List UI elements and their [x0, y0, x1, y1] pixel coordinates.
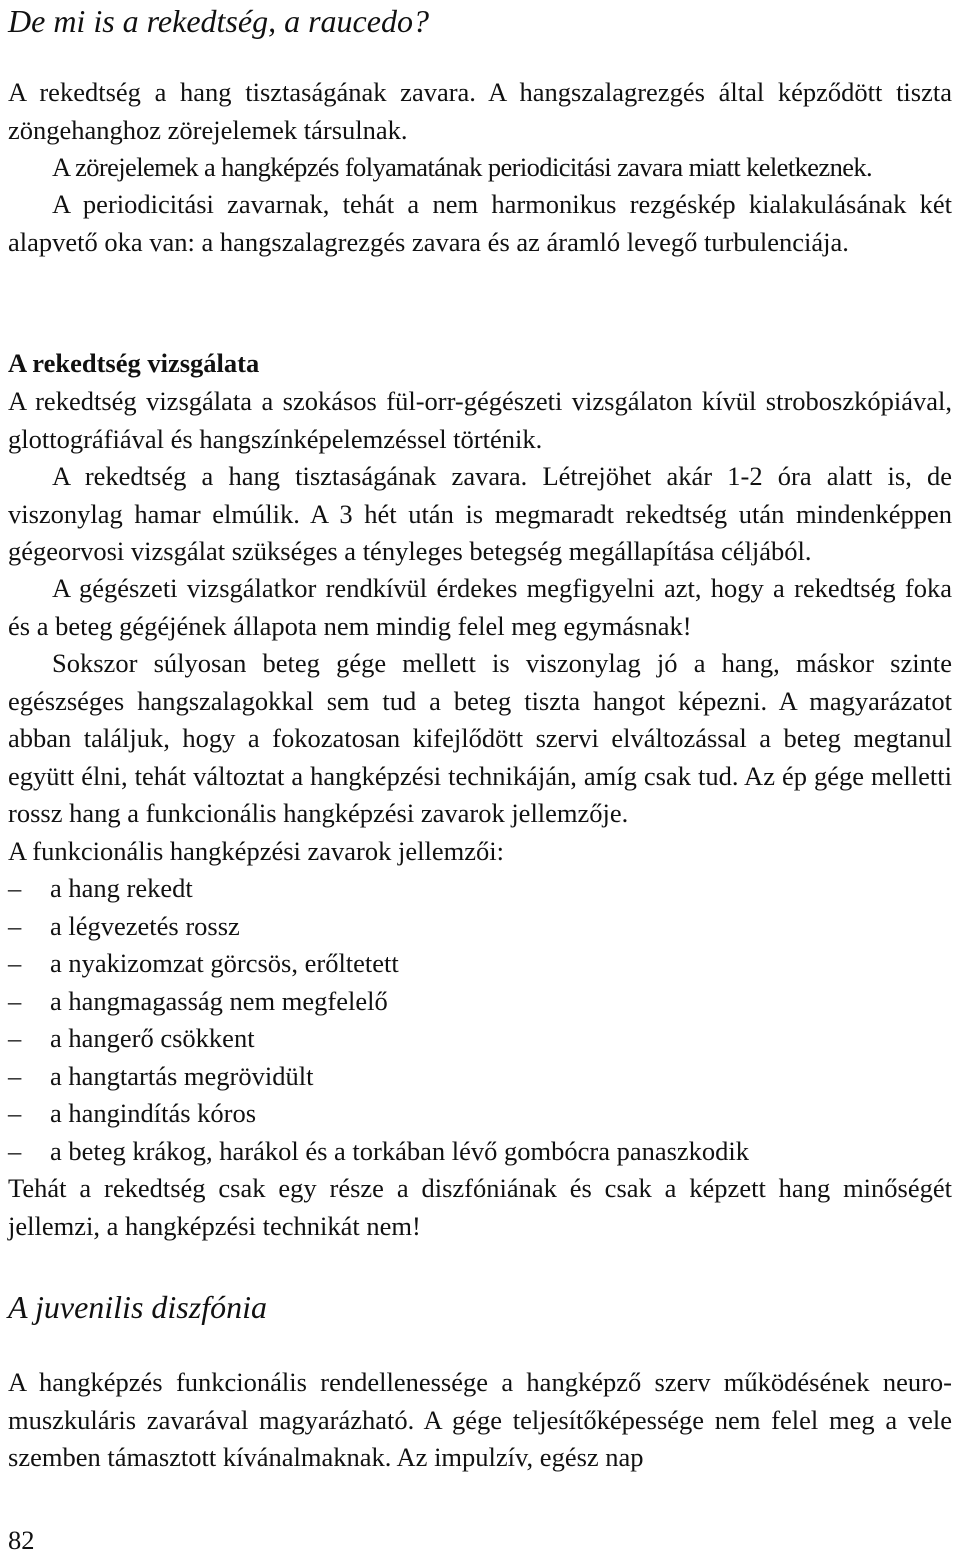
list-item: [8, 908, 952, 946]
list-dash: –: [8, 985, 22, 1016]
paragraph-functional: Sokszor súlyosan beteg gége mellett is viszonylag jó a hang, máskor szinte egészséges hangszalagokkal sem tud a beteg tiszta hangot képezni. A magyarázatot abban találjuk, hogy a fokozatosan kifejlődött szervi elváltozással a beteg megtanul együtt élni, tehát változtat a hangképzési technikáján, amíg csak tud. Az ép gége melletti rossz hang a funkcionális hangképzési zavarok jellemzője.: [8, 648, 952, 828]
list-item-text: a hangmagasság nem megfelelő: [50, 985, 388, 1016]
list-dash: –: [8, 1060, 22, 1091]
paragraph-periodicity: A periodicitási zavarnak, tehát a nem harmonikus rezgéskép kialakulásának két alapvető oka van: a hangszalagrezgés zavara és az áramló levegő turbulenciája.: [8, 189, 952, 257]
list-item: [8, 870, 952, 908]
list-dash: –: [8, 873, 22, 903]
section-title-juvenile: A juvenilis diszfónia: [8, 1289, 267, 1325]
list-item: [8, 1133, 952, 1171]
list-item: [8, 945, 952, 983]
paragraph-examination-methods: A rekedtség vizsgálata a szokásos fül-orr-gégészeti vizsgálaton kívül stroboszkópiával, glottográfiával és hangszínképelemzéssel történik.: [8, 386, 952, 454]
section-heading-examination: A rekedtség vizsgálata: [8, 348, 260, 378]
list-dash: –: [8, 1098, 22, 1128]
list-item-text: a beteg krákog, harákol és a torkában lévő gombócra panaszkodik: [50, 1135, 750, 1166]
list-item: [8, 983, 952, 1021]
list-item-text: a légvezetés rossz: [50, 910, 240, 941]
list-item: [8, 1095, 952, 1133]
list-intro: A funkcionális hangképzési zavarok jellemzői:: [8, 836, 504, 866]
list-item-text: a hangerő csökkent: [50, 1023, 255, 1053]
list-item-text: a hangtartás megrövidült: [50, 1060, 314, 1091]
paragraph-observation: A gégészeti vizsgálatkor rendkívül érdekes megfigyelni azt, hogy a rekedtség foka és a beteg gégéjének állapota nem mindig felel meg egymásnak!: [8, 573, 952, 641]
list-item: [8, 1020, 952, 1058]
paragraph-noise-elements: A zörejelemek a hangképzés folyamatának periodicitási zavara miatt keletkeznek.: [52, 152, 873, 182]
list-dash: –: [8, 1135, 22, 1166]
list-item-text: a nyakizomzat görcsös, erőltetett: [50, 948, 399, 978]
paragraph-duration: A rekedtség a hang tisztaságának zavara. Létrejöhet akár 1-2 óra alatt is, de viszonylag hamar elmúlik. A 3 hét után is megmaradt rekedtség után mindenképpen gégeorvosi vizsgálat szükséges a tényleges betegség megállapítása céljából.: [8, 461, 952, 566]
list-dash: –: [8, 948, 22, 978]
paragraph-juvenile: A hangképzés funkcionális rendellenessége a hangképző szerv működésének neuro-muszkuláris zavarával magyarázható. A gége teljesítőképessége nem felel meg a vele szemben támasztott kívánalmaknak. Az impulzív, egész nap: [8, 1367, 952, 1472]
list-item-text: a hang rekedt: [50, 873, 193, 903]
paragraph-conclusion: Tehát a rekedtség csak egy része a diszfóniának és csak a képzett hang minőségét jellemzi, a hangképzési technikát nem!: [8, 1173, 952, 1241]
list-dash: –: [8, 910, 22, 941]
list-item: [8, 1058, 952, 1096]
paragraph-definition: A rekedtség a hang tisztaságának zavara. A hangszalagrezgés által képződött tiszta zöngehanghoz zörejelemek társulnak.: [8, 77, 952, 145]
list-item-text: a hangindítás kóros: [50, 1098, 257, 1128]
symptom-list: [8, 870, 952, 1170]
section-title-raucedo: De mi is a rekedtség, a raucedo?: [8, 3, 429, 39]
page-number: 82: [8, 1525, 35, 1555]
list-dash: –: [8, 1023, 22, 1053]
